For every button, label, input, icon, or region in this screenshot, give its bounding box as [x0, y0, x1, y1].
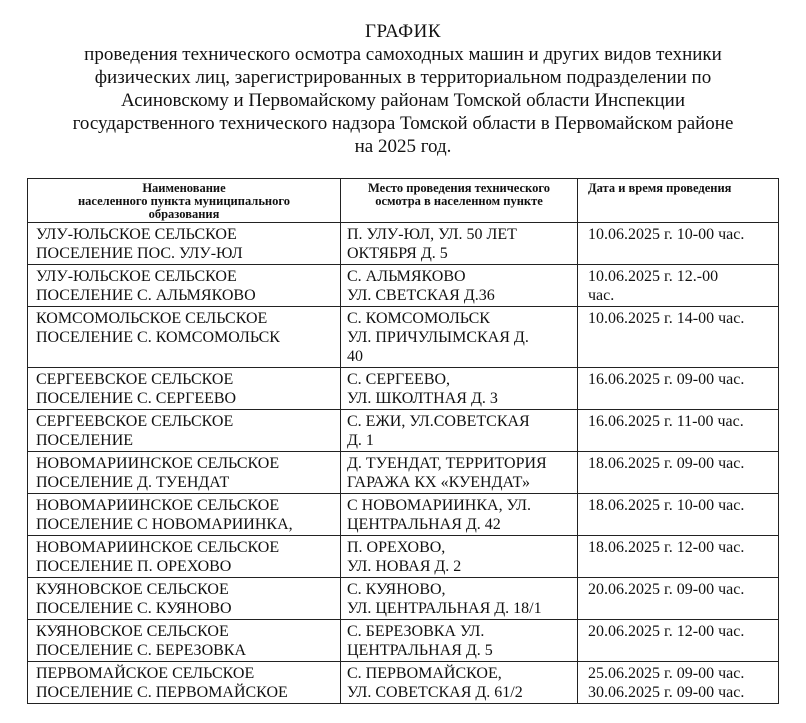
title-line: государственного технического надзора Томской области в Первомайском районе: [72, 113, 734, 134]
cell-datetime: 18.06.2025 г. 12-00 час.: [578, 536, 779, 578]
cell-datetime: 16.06.2025 г. 09-00 час.: [578, 368, 779, 410]
document-title: [0, 20, 806, 158]
table-row: [28, 223, 779, 265]
cell-place: С. АЛЬМЯКОВО УЛ. СВЕТСКАЯ Д.36: [341, 265, 578, 307]
cell-place: С. КУЯНОВО, УЛ. ЦЕНТРАЛЬНАЯ Д. 18/1: [341, 578, 578, 620]
cell-place: С. БЕРЕЗОВКА УЛ. ЦЕНТРАЛЬНАЯ Д. 5: [341, 620, 578, 662]
header-place: Место проведения технического осмотра в населенном пункте: [341, 179, 578, 223]
cell-place: С. ЕЖИ, УЛ.СОВЕТСКАЯ Д. 1: [341, 410, 578, 452]
title-heading: ГРАФИК: [364, 21, 442, 42]
cell-settlement: КОМСОМОЛЬСКОЕ СЕЛЬСКОЕ ПОСЕЛЕНИЕ С. КОМСОМОЛЬСК: [28, 307, 341, 368]
title-line: Асиновскому и Первомайскому районам Томской области Инспекции: [121, 90, 685, 111]
header-datetime: Дата и время проведения: [578, 179, 779, 223]
cell-settlement: СЕРГЕЕВСКОЕ СЕЛЬСКОЕ ПОСЕЛЕНИЕ: [28, 410, 341, 452]
table-header-row: [28, 179, 779, 223]
cell-settlement: ПЕРВОМАЙСКОЕ СЕЛЬСКОЕ ПОСЕЛЕНИЕ С. ПЕРВОМАЙСКОЕ: [28, 662, 341, 704]
table-row: [28, 536, 779, 578]
cell-settlement: КУЯНОВСКОЕ СЕЛЬСКОЕ ПОСЕЛЕНИЕ С. БЕРЕЗОВКА: [28, 620, 341, 662]
cell-place: С НОВОМАРИИНКА, УЛ. ЦЕНТРАЛЬНАЯ Д. 42: [341, 494, 578, 536]
table-row: [28, 410, 779, 452]
table-row: [28, 494, 779, 536]
cell-datetime: 20.06.2025 г. 09-00 час.: [578, 578, 779, 620]
cell-place: П. УЛУ-ЮЛ, УЛ. 50 ЛЕТ ОКТЯБРЯ Д. 5: [341, 223, 578, 265]
schedule-table: [27, 178, 779, 704]
cell-datetime: 18.06.2025 г. 09-00 час.: [578, 452, 779, 494]
cell-datetime: 10.06.2025 г. 10-00 час.: [578, 223, 779, 265]
table-row: [28, 452, 779, 494]
title-line: проведения технического осмотра самоходных машин и других видов техники: [84, 44, 722, 65]
table-row: [28, 265, 779, 307]
cell-datetime: 16.06.2025 г. 11-00 час.: [578, 410, 779, 452]
cell-place: С. ПЕРВОМАЙСКОЕ, УЛ. СОВЕТСКАЯ Д. 61/2: [341, 662, 578, 704]
cell-datetime: 25.06.2025 г. 09-00 час. 30.06.2025 г. 09-00 час.: [578, 662, 779, 704]
table-row: [28, 578, 779, 620]
cell-datetime: 10.06.2025 г. 12.-00 час.: [578, 265, 779, 307]
cell-datetime: 20.06.2025 г. 12-00 час.: [578, 620, 779, 662]
cell-settlement: УЛУ-ЮЛЬСКОЕ СЕЛЬСКОЕ ПОСЕЛЕНИЕ ПОС. УЛУ-ЮЛ: [28, 223, 341, 265]
cell-settlement: НОВОМАРИИНСКОЕ СЕЛЬСКОЕ ПОСЕЛЕНИЕ П. ОРЕХОВО: [28, 536, 341, 578]
cell-settlement: НОВОМАРИИНСКОЕ СЕЛЬСКОЕ ПОСЕЛЕНИЕ Д. ТУЕНДАТ: [28, 452, 341, 494]
title-line: на 2025 год.: [354, 136, 452, 157]
table-row: [28, 662, 779, 704]
title-line: физических лиц, зарегистрированных в территориальном подразделении по: [94, 67, 712, 88]
cell-datetime: 10.06.2025 г. 14-00 час.: [578, 307, 779, 368]
cell-settlement: КУЯНОВСКОЕ СЕЛЬСКОЕ ПОСЕЛЕНИЕ С. КУЯНОВО: [28, 578, 341, 620]
table-row: [28, 307, 779, 368]
cell-place: П. ОРЕХОВО, УЛ. НОВАЯ Д. 2: [341, 536, 578, 578]
cell-settlement: НОВОМАРИИНСКОЕ СЕЛЬСКОЕ ПОСЕЛЕНИЕ С НОВОМАРИИНКА,: [28, 494, 341, 536]
header-settlement: Наименование населенного пункта муниципального образования: [28, 179, 341, 223]
table-row: [28, 368, 779, 410]
cell-settlement: УЛУ-ЮЛЬСКОЕ СЕЛЬСКОЕ ПОСЕЛЕНИЕ С. АЛЬМЯКОВО: [28, 265, 341, 307]
cell-place: С. СЕРГЕЕВО, УЛ. ШКОЛТНАЯ Д. 3: [341, 368, 578, 410]
cell-settlement: СЕРГЕЕВСКОЕ СЕЛЬСКОЕ ПОСЕЛЕНИЕ С. СЕРГЕЕВО: [28, 368, 341, 410]
cell-place: С. КОМСОМОЛЬСК УЛ. ПРИЧУЛЫМСКАЯ Д. 40: [341, 307, 578, 368]
table-row: [28, 620, 779, 662]
cell-datetime: 18.06.2025 г. 10-00 час.: [578, 494, 779, 536]
cell-place: Д. ТУЕНДАТ, ТЕРРИТОРИЯ ГАРАЖА КХ «КУЕНДАТ»: [341, 452, 578, 494]
